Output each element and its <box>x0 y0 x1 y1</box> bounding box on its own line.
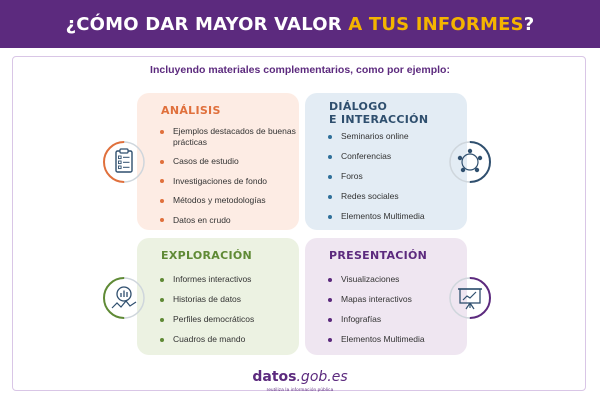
list-item: Historias de datos <box>151 294 303 305</box>
clipboard-checklist-icon <box>102 140 146 184</box>
subtitle: Incluyendo materiales complementarios, como por ejemplo: <box>150 64 450 76</box>
list-item: Cuadros de mando <box>151 334 303 345</box>
list-item: Visualizaciones <box>319 274 471 285</box>
list-item: Investigaciones de fondo <box>151 176 303 187</box>
logo-bold: datos <box>252 369 297 385</box>
list-item: Informes interactivos <box>151 274 303 285</box>
page-title <box>66 14 535 35</box>
list-item: Casos de estudio <box>151 156 303 167</box>
header-banner <box>0 0 600 48</box>
list-item: Seminarios online <box>319 131 471 142</box>
list-item: Métodos y metodologías <box>151 195 303 206</box>
list-item: Mapas interactivos <box>319 294 471 305</box>
title-accent: A TUS INFORMES <box>348 13 524 35</box>
list-item: Elementos Multimedia <box>319 334 471 345</box>
list-item: Ejemplos destacados de buenas prácticas <box>151 126 303 147</box>
panel-presentacion <box>305 238 467 355</box>
datos-gob-logo <box>0 368 600 392</box>
logo-tagline: reutiliza la información pública <box>266 387 334 392</box>
list-analisis <box>151 126 303 234</box>
people-network-icon <box>448 140 492 184</box>
title-part1: ¿CÓMO DAR MAYOR VALOR <box>65 13 349 35</box>
list-item: Conferencias <box>319 151 471 162</box>
panel-dialogo <box>305 93 467 230</box>
data-search-chart-icon <box>102 276 146 320</box>
list-item: Foros <box>319 171 471 182</box>
panel-title-analisis: ANÁLISIS <box>161 104 221 117</box>
panel-title-dialogo: DIÁLOGO E INTERACCIÓN <box>329 100 429 126</box>
title-part2: ? <box>523 13 535 35</box>
list-item: Perfiles democráticos <box>151 314 303 325</box>
list-item: Redes sociales <box>319 191 471 202</box>
panel-title-presentacion: PRESENTACIÓN <box>329 249 428 262</box>
list-item: Elementos Multimedia <box>319 211 471 222</box>
logo-italic: .gob.es <box>296 369 348 385</box>
panel-analisis <box>137 93 299 230</box>
presentation-board-icon <box>448 276 492 320</box>
panel-title-exploracion: EXPLORACIÓN <box>161 249 253 262</box>
list-exploracion <box>151 274 303 354</box>
logo-wordmark <box>252 369 347 385</box>
list-item: Infografías <box>319 314 471 325</box>
panel-exploracion <box>137 238 299 355</box>
list-item: Datos en crudo <box>151 215 303 226</box>
